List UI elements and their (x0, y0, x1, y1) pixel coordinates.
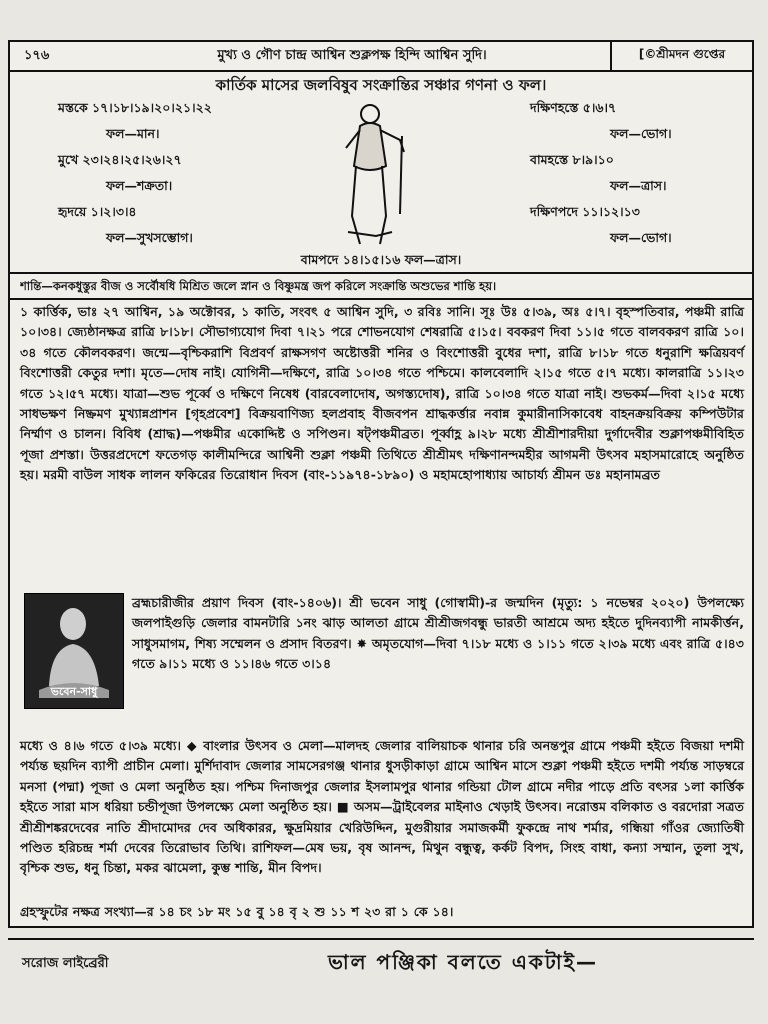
divider-top (10, 272, 752, 274)
page-footer (8, 944, 754, 984)
portrait-photo (24, 593, 124, 709)
page-number: ১৭৬ (24, 47, 50, 63)
page-header (10, 42, 752, 72)
body-part-face-result: ফল—শক্রতা। (106, 178, 173, 193)
sankranti-figure-illustration (330, 96, 410, 246)
body-part-left-hand: বামহস্তে ৮।৯।১০ (530, 152, 614, 167)
almanac-page (8, 40, 754, 928)
body-part-heart-result: ফল—সুখসম্ভোগ। (106, 230, 193, 245)
section-title: কার্তিক মাসের জলবিষুব সংক্রান্তির সঞ্চার গণনা ও ফল। (215, 76, 547, 94)
body-part-head-result: ফল—মান। (106, 126, 160, 141)
footer-divider (8, 938, 754, 940)
header-brand: [©শ্রীমদন গুপ্তের (610, 42, 752, 70)
body-part-head: মস্তকে ১৭।১৮।১৯।২০।২১।২২ (58, 100, 212, 115)
body-part-heart: হৃদয়ে ১।২।৩।৪ (58, 204, 137, 219)
nakshatra-count: গ্রহস্ফুটের নক্ষত্র সংখ্যা—র ১৪ চং ১৮ মং ১৫ বু ১৪ বৃ ২ শু ১১ শ ২৩ রা ১ কে ১৪। (20, 904, 454, 919)
portrait-label: ভবেন-সাধু (50, 685, 98, 698)
divider-bottom (10, 298, 752, 300)
footer-library: সরোজ লাইব্রেরী (22, 955, 109, 971)
body-part-right-hand-result: ফল—ভোগ। (610, 126, 672, 141)
body-part-face: মুখে ২৩।২৪।২৫।২৬।২৭ (58, 152, 182, 167)
left-foot-result: বামপদে ১৪।১৫।১৬ ফল—ত্রাস। (300, 252, 462, 267)
entry-paragraph-1: ১ কার্ত্তিক, ভাঃ ২৭ আশ্বিন, ১৯ অক্টোবর, ১ কাতি, সংবৎ ৫ আশ্বিন সুদি, ৩ রবিঃ সানি। সূঃ উঃ ৫।৩৯, অঃ ৫।৭। বৃহস্পতিবার, পঞ্চমী রাত্রি ১০।৩৪। জ্যেষ্ঠানক্ষত্র রাত্রি ৮।১৮। সৌভাগ্যযোগ দিবা ৭।২১ পরে শোভনযোগ শেষরাত্রি ৫।১৫। ববকরণ দিবা ১১।৫ গতে বালবকরণ রাত্রি ১০।৩৪ গতে কৌলবকরণ। জন্মে—বৃশ্চিকরাশি বিপ্রবর্ণ রাক্ষসগণ অষ্টোত্তরী শনির ও বিংশোত্তরী বুধের দশা, রাত্রি ৮।১৮ গতে ধনুরাশি ক্ষত্রিয়বর্ণ বিংশোত্তরী কেতুর দশা। মৃতে—দোষ নাই। যোগিনী—দক্ষিণে, রাত্রি ১০।৩৪ গতে পশ্চিমে। কালবেলাদি ২।১৫ গতে ৫।৭ মধ্যে। কালরাত্রি ১১।২৩ গতে ১২।৫৭ মধ্যে। যাত্রা—শুভ পূর্ব্বে ও দক্ষিণে নিষেধ (বারবেলাদোষ, অগস্ত্যদোষ), রাত্রি ১০।৩৪ গতে যাত্রা নাই। শুভকর্ম—দিবা ২।১৫ মধ্যে সাধভক্ষণ নিষ্ক্রমণ মুখ্যান্নপ্রাশন [গৃহপ্রবেশ] বিক্রয়বাণিজ্য হলপ্রবাহ বীজবপন শ্রাদ্ধকর্ত্তার নবান্ন কুমারীনাসিকাবেধ বাহনক্রয়বিক্রয় কম্পিউটার নির্ম্মাণ ও চালন। বিবিধ (শ্রাদ্ধ)—পঞ্চমীর একোদ্দিষ্ট ও সপিণ্ডন। ষট্পঞ্চমীব্রত। পূর্ব্বাহ্ণ ৯।২৮ মধ্যে শ্রীশ্রীশারদীয়া দুর্গাদেবীর শুক্লাপঞ্চমীবিহিত পূজা প্রশস্তা। উত্তরপ্রদেশে ফতেগড় কালীমন্দিরে আশ্বিনী শুক্লা পঞ্চমী তিথিতে শ্রীশ্রীমৎ দক্ষিণানন্দমহীর আগমনী উৎসব মহাসমারোহে অনুষ্ঠিত হয়। মরমী বাউল সাধক লালন ফকিরের তিরোধান দিবস (বাং-১১৯৭৪-১৮৯০) ও মহামহোপাধ্যায় আচার্য্য শ্রীমন ডঃ মহানামব্রত (20, 304, 744, 483)
entry-paragraph-3: মধ্যে ও ৪।৬ গতে ৫।৩৯ মধ্যে। ◆ বাংলার উৎসব ও মেলা—মালদহ জেলার বালিয়াচক থানার চরি অনন্তপুর গ্রামে পঞ্চমী হইতে বিজয়া দশমী পর্য্যন্ত ছয়দিন ব্যাপী প্রাচীন মেলা। মুর্শিদাবাদ জেলার সামসেরগঞ্জ থানার ধুসড়ীকাড়া গ্রামে আশ্বিন মাসে শুক্লা পঞ্চমী হইতে দশমী পর্য্যন্ত সাড়ম্বরে মনসা (পদ্মা) পূজা ও মেলা অনুষ্ঠিত হয়। পশ্চিম দিনাজপুর জেলার ইসলামপুর থানার গন্ডিয়া টোল গ্রামে নদীর পাড়ে প্রতি বৎসর ১লা কার্ত্তিক হইতে সারা মাস ধরিয়া চন্ডীপূজা উপলক্ষ্যে মেলা অনুষ্ঠিত হয়। ■ অসম—ট্রাইবেলর মাইনাও খেড়াই উৎসব। নরোত্তম বলিকাত ও বরদোরা সত্রত শ্রীশ্রীশঙ্করদেবের নাতি শ্রীদামোদর দেব অধিকারর, ক্ষুদ্রমিয়ার খেরিউদ্দিন, মুগুরীয়ার সমাজকর্মী ফুকন্দ্রে নাথ শর্মার, গন্ধিয়া গাঁওর জ্যোতিষী পণ্ডিত হরিচন্দ্র শর্মা দেবের তিরোভাব তিথি। রাশিফল—মেষ ভয়, বৃষ আনন্দ, মিথুন বন্ধুত্ব, কর্কট বিপদ, সিংহ বাধা, কন্যা সম্মান, তুলা সুখ, বৃশ্চিক শুভ, ধনু চিন্তা, মকর ঝামেলা, কুম্ভ শান্তি, মীন বিপদ। (20, 738, 744, 876)
body-part-right-foot: দক্ষিণপদে ১১।১২।১৩ (530, 204, 640, 219)
footer-slogan: ভাল পঞ্জিকা বলতে একটাই— (327, 949, 599, 974)
remedy-note: শান্তি—কনকধুস্তুর বীজ ও সর্বৌষধি মিশ্রিত জলে স্নান ও বিষ্ণুমন্ত্র জপ করিলে সংক্রান্তি অশুভের শান্তি হয়। (20, 279, 497, 293)
entry-paragraph-2: ব্রহ্মচারীজীর প্রয়াণ দিবস (বাং-১৪০৬)। শ্রী ভবেন সাধু (গোস্বামী)-র জন্মদিন (মৃত্যু: ১ নভেম্বর ২০২০) উপলক্ষ্যে জলপাইগুড়ি জেলার বামনটারি ১নং ঝাড় আলতা গ্রামে শ্রীশ্রীজগবন্ধু ভারতী আশ্রমে অদ্য হইতে দুদিনব্যাপী নামকীর্ত্তন, সাধুসমাগম, শিষ্য সম্মেলন ও প্রসাদ বিতরণ। ✸ অমৃতযোগ—দিবা ৭।১৮ মধ্যে ও ১।১১ গতে ২।৩৯ মধ্যে এবং রাত্রি ৫।৪৩ গতে ৯।১১ মধ্যে ও ১১।৪৬ গতে ৩।১৪ (132, 595, 744, 672)
body-part-right-hand: দক্ষিণহস্তে ৫।৬।৭ (530, 100, 617, 115)
body-part-right-foot-result: ফল—ভোগ। (610, 230, 672, 245)
body-part-left-hand-result: ফল—ত্রাস। (610, 178, 667, 193)
header-title: মুখ্য ও গৌণ চান্দ্র আশ্বিন শুক্লপক্ষ হিন্দি আশ্বিন সুদি। (217, 47, 487, 63)
